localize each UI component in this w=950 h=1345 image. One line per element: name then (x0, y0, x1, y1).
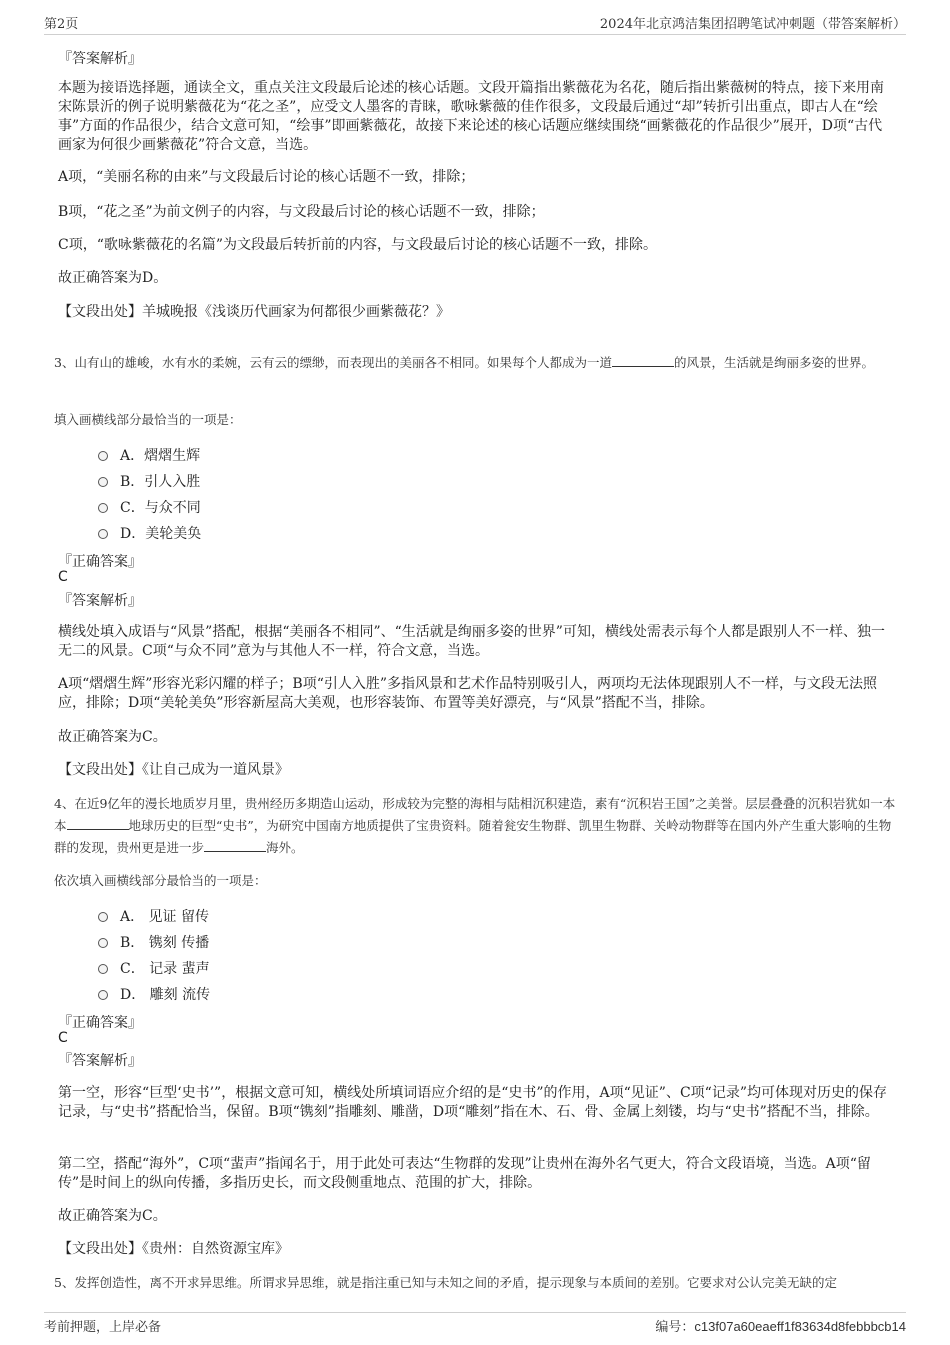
answer-conclusion: 故正确答案为D。 (58, 270, 168, 286)
radio-icon[interactable] (98, 477, 108, 487)
answer-conclusion: 故正确答案为C。 (58, 1208, 167, 1224)
question-stem: 5、发挥创造性，离不开求异思维。所谓求异思维，就是指注重已知与未知之间的矛盾，提示现象与本质间的差别。它要求对公认完美无缺的定 (54, 1275, 837, 1290)
option-d[interactable] (98, 523, 201, 543)
analysis-paragraph: A项“熠熠生辉”形容光彩闪耀的样子；B项“引人入胜”多指风景和艺术作品特别吸引人，两项均无法体现跟别人不一样，与文段无法照应，排除；D项“美轮美奂”形容新屋高大美观，也形容装饰、布置等美好漂亮，与“风景”搭配不当，排除。 (58, 676, 878, 711)
option-b[interactable] (98, 471, 200, 491)
fill-blank (67, 817, 129, 830)
correct-answer-label: 『正确答案』 (58, 1015, 142, 1031)
analysis-paragraph: 横线处填入成语与“风景”搭配，根据“美丽各不相同”、“生活就是绚丽多姿的世界”可知，横线处需表示每个人都是跟别人不一样、独一无二的风景。C项“与众不同”意为与其他人不一样，符合文意，当选。 (58, 624, 885, 659)
page-number: 第2页 (44, 17, 79, 32)
option-c[interactable] (98, 497, 201, 517)
option-label: B．引人入胜 (120, 474, 201, 490)
source-citation: 【文段出处】《让自己成为一道风景》 (58, 762, 289, 778)
code-value: c13f07a60eaeff1f83634d8febbbcb14 (694, 1319, 906, 1334)
option-label: D．美轮美奂 (120, 526, 202, 542)
question-instruction: 依次填入画横线部分最恰当的一项是： (54, 873, 267, 888)
page-footer (44, 1312, 906, 1335)
option-label: C．与众不同 (120, 500, 201, 516)
question-stem (54, 793, 896, 859)
radio-icon[interactable] (98, 990, 108, 1000)
source-citation: 【文段出处】羊城晚报《浅谈历代画家为何都很少画紫薇花？》 (58, 304, 450, 320)
analysis-label: 『答案解析』 (58, 51, 142, 67)
stem-text: 3、山有山的雄峻，水有水的柔婉，云有云的缥缈，而表现出的美丽各不相同。如果每个人都成为一道 (54, 355, 612, 370)
radio-icon[interactable] (98, 964, 108, 974)
option-label: C． 记录 蜚声 (120, 961, 210, 977)
radio-icon[interactable] (98, 503, 108, 513)
fill-blank (612, 354, 674, 367)
analysis-label: 『答案解析』 (58, 1053, 142, 1069)
radio-icon[interactable] (98, 529, 108, 539)
document-title: 2024年北京鸿洁集团招聘笔试冲刺题（带答案解析） (599, 17, 906, 32)
code-label: 编号： (655, 1320, 695, 1335)
option-d[interactable] (98, 984, 210, 1004)
option-c[interactable] (98, 958, 210, 978)
option-label: B． 镌刻 传播 (120, 935, 210, 951)
radio-icon[interactable] (98, 451, 108, 461)
analysis-paragraph: A项，“美丽名称的由来”与文段最后讨论的核心话题不一致，排除； (58, 169, 475, 185)
option-label: A． 见证 留传 (120, 909, 210, 925)
option-a[interactable] (98, 906, 209, 926)
radio-icon[interactable] (98, 912, 108, 922)
fill-blank (204, 839, 266, 852)
correct-answer-label: 『正确答案』 (58, 554, 142, 570)
option-label: A．熠熠生辉 (120, 448, 201, 464)
page-header (44, 10, 906, 35)
stem-text: 4、在近9亿年的漫长地质岁月里，贵州经历多期造山运动，形成较为完整的海相与陆相沉积建造，素有“沉积岩王国”之美誉。层层叠叠的沉积岩犹如一本本 (54, 796, 896, 833)
analysis-paragraph: 第二空，搭配“海外”，C项“蜚声”指闻名于，用于此处可表达“生物群的发现”让贵州在海外名气更大，符合文段语境，当选。A项“留传”是时间上的纵向传播，多指历史长，而文段侧重地点、范围的扩大，排除。 (58, 1156, 871, 1191)
analysis-paragraph: 本题为接语选择题，通读全文，重点关注文段最后论述的核心话题。文段开篇指出紫薇花为名花，随后指出紫薇树的特点，接下来用南宋陈景沂的例子说明紫薇花为“花之圣”，应受文人墨客的青睐，歌咏紫薇的佳作很多，文段最后通过“却”转折引出重点，即古人在“绘事”方面的作品很少，结合文意可知，“绘事”即画紫薇花，故接下来论述的核心话题应继续围绕“画紫薇花的作品很少”展开，D项“古代画家为何很少画紫薇花”符合文意，当选。 (58, 80, 884, 153)
option-b[interactable] (98, 932, 209, 952)
analysis-paragraph: 第一空，形容“巨型‘史书’”，根据文意可知，横线处所填词语应介绍的是“史书”的作用，A项“见证”、C项“记录”均可体现对历史的保存记录，与“史书”搭配恰当，保留。B项“镌刻”指雕刻、雕凿，D项“雕刻”指在木、石、骨、金属上刻镂，均与“史书”搭配不当，排除。 (58, 1085, 887, 1120)
question-instruction: 填入画横线部分最恰当的一项是： (54, 412, 242, 427)
question-stem (54, 352, 896, 374)
analysis-paragraph: C项，“歌咏紫薇花的名篇”为文段最后转折前的内容，与文段最后讨论的核心话题不一致，排除。 (58, 237, 658, 253)
correct-answer: C (58, 1030, 68, 1046)
analysis-paragraph: B项，“花之圣”为前文例子的内容，与文段最后讨论的核心话题不一致，排除； (58, 204, 545, 220)
stem-text: 地球历史的巨型“史书”，为研究中国南方地质提供了宝贵资料。随着瓮安生物群、凯里生物群、关岭动物群等在国内外产生重大影响的生物群的发现，贵州更是进一步 (54, 818, 892, 855)
stem-text: 的风景，生活就是绚丽多姿的世界。 (673, 355, 874, 370)
correct-answer: C (58, 569, 68, 585)
stem-text: 海外。 (266, 840, 304, 855)
radio-icon[interactable] (98, 938, 108, 948)
option-label: D． 雕刻 流传 (120, 987, 211, 1003)
analysis-label: 『答案解析』 (58, 593, 142, 609)
source-citation: 【文段出处】《贵州：自然资源宝库》 (58, 1241, 289, 1257)
answer-conclusion: 故正确答案为C。 (58, 729, 167, 745)
footer-slogan: 考前押题，上岸必备 (44, 1320, 162, 1335)
option-a[interactable] (98, 445, 200, 465)
document-code (655, 1316, 906, 1335)
